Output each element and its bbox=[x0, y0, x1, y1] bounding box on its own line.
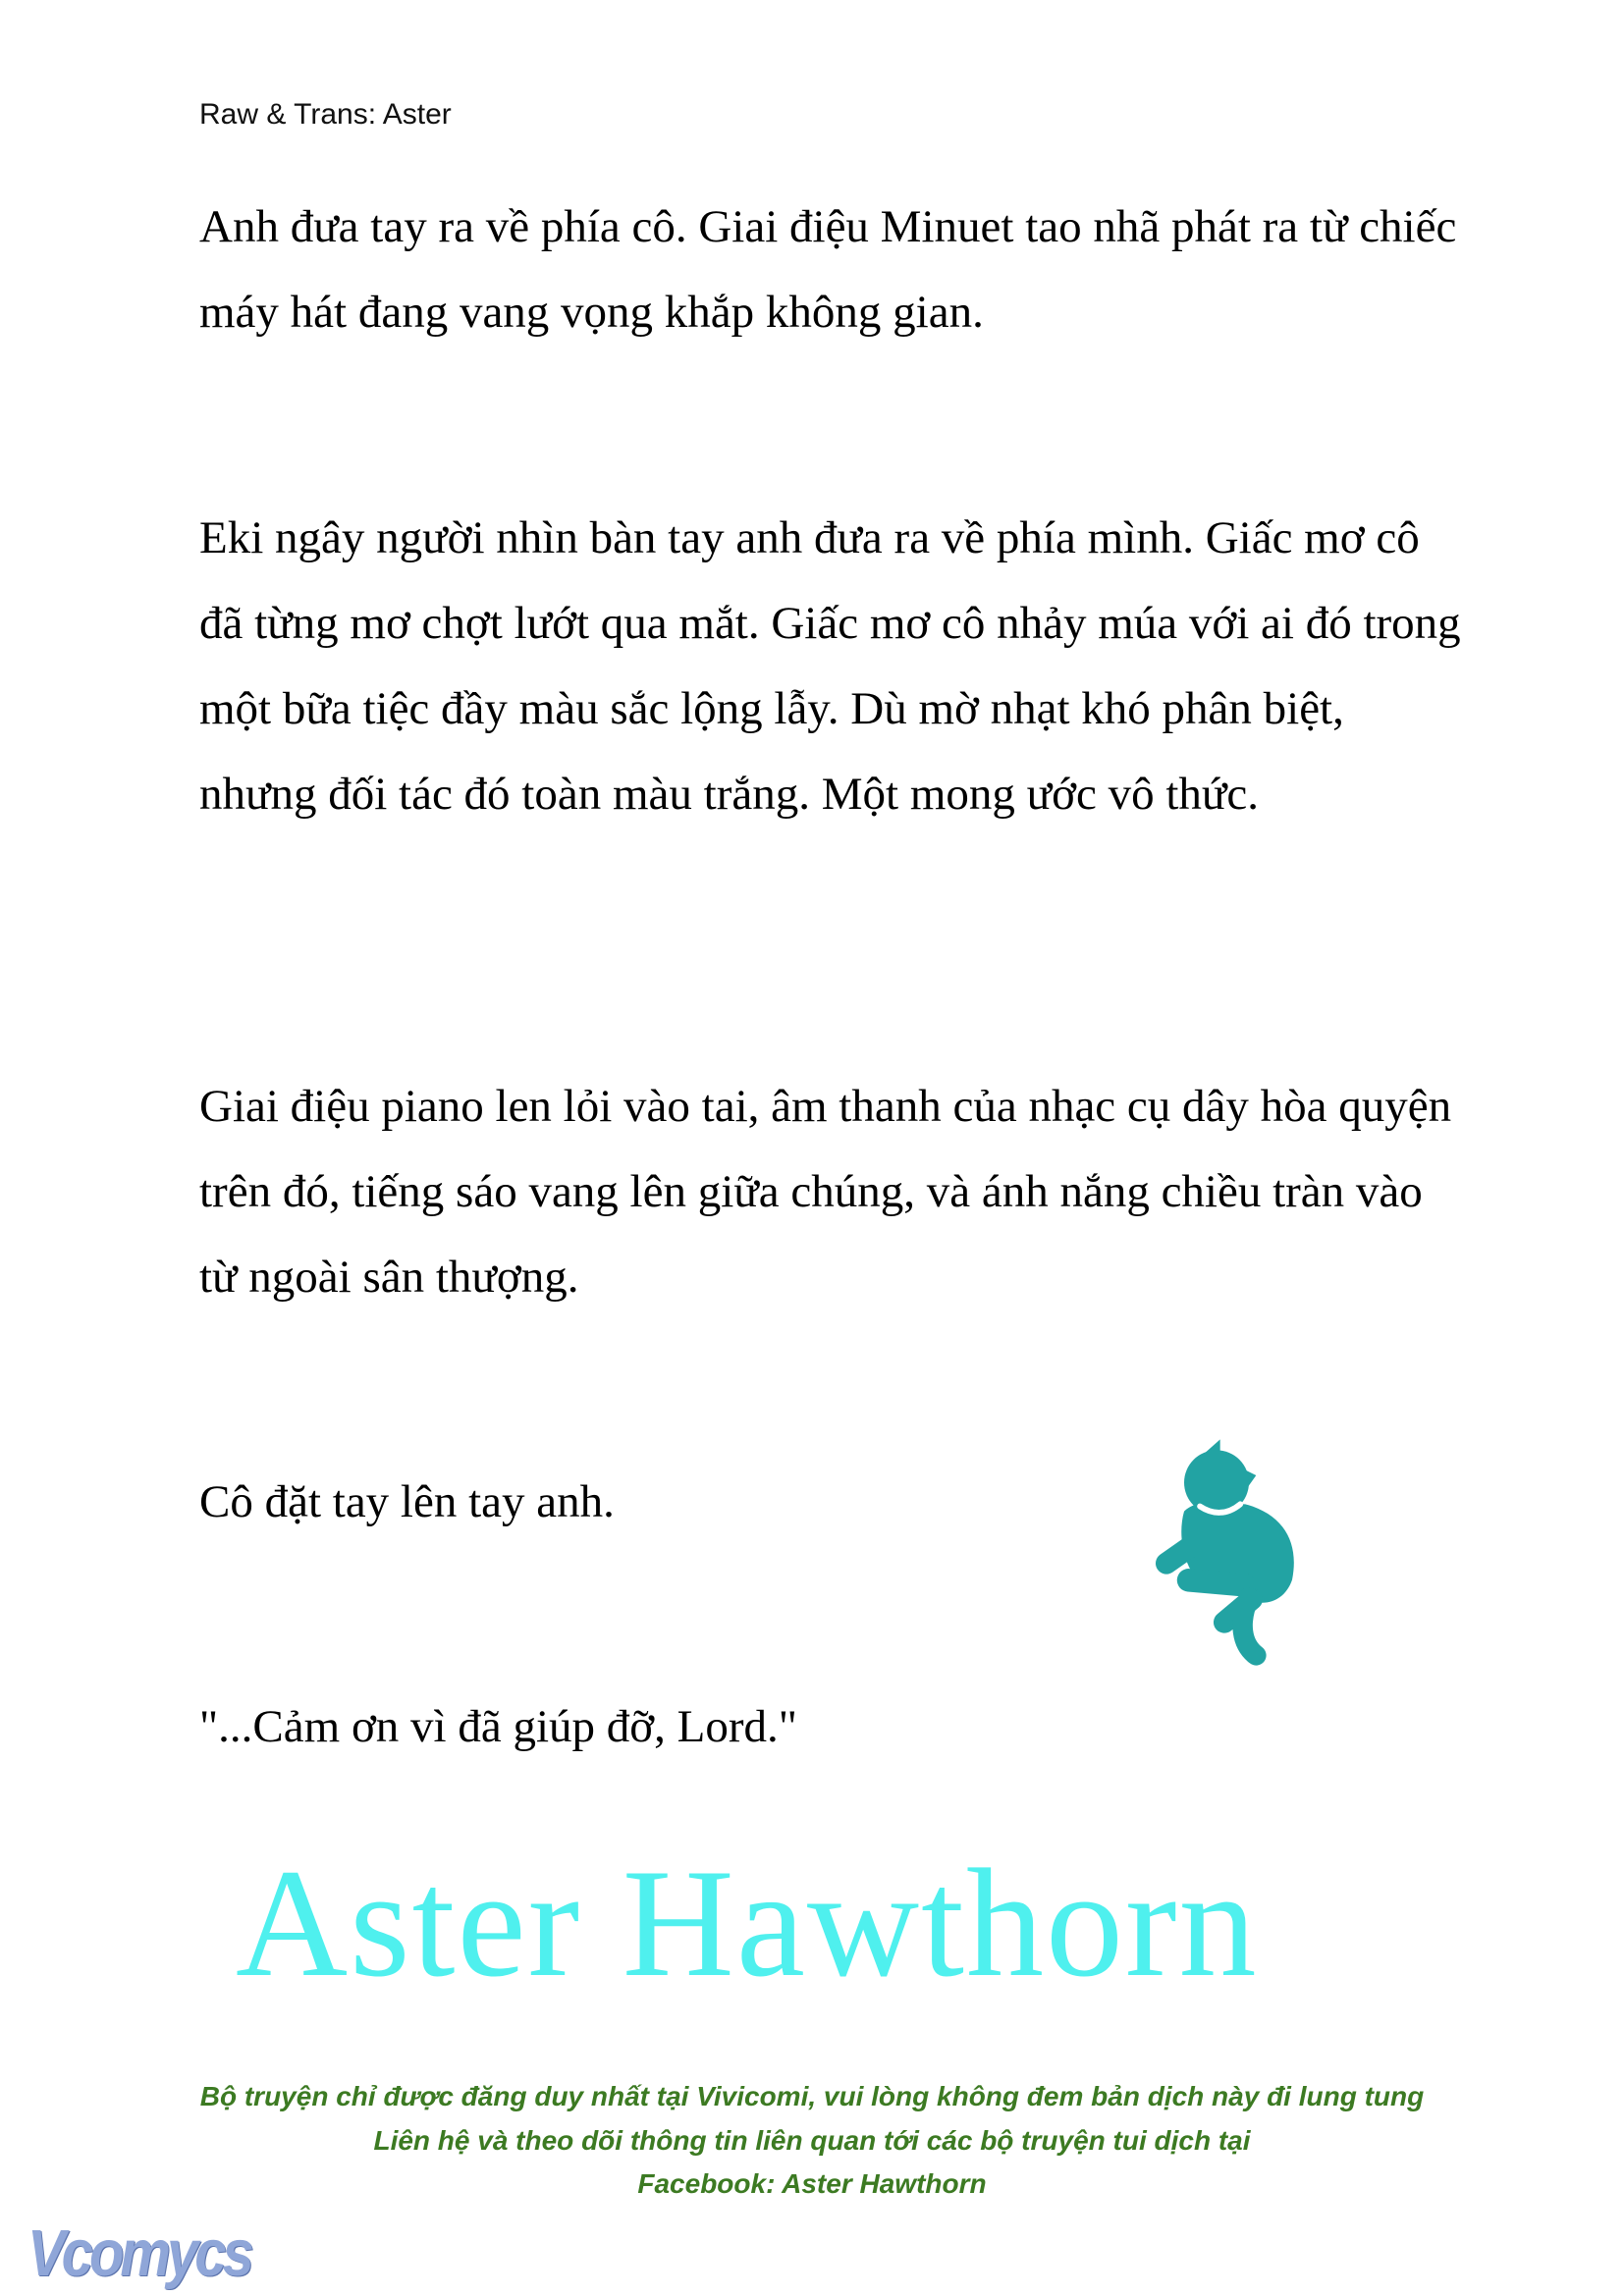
watermark-text: Aster Hawthorn bbox=[236, 1838, 1259, 2009]
paragraph-2: Eki ngây người nhìn bàn tay anh đưa ra về phía mình. Giấc mơ cô đã từng mơ chợt lướt qua mắt. Giấc mơ cô nhảy múa với ai đó trong một bữa tiệc đầy màu sắc lộng lẫy. Dù mờ nhạt khó phân biệt, nhưng đối tác đó toàn màu trắng. Một mong ước vô thức. bbox=[199, 512, 1461, 820]
paragraph-1: Anh đưa tay ra về phía cô. Giai điệu Minuet tao nhã phát ra từ chiếc máy hát đang vang vọng khắp không gian. bbox=[199, 201, 1457, 338]
header-credit: Raw & Trans: Aster bbox=[199, 98, 452, 131]
vcomycs-logo: Vcomycs bbox=[27, 2216, 250, 2290]
paragraph-5: "...Cảm ơn vì đã giúp đỡ, Lord." bbox=[199, 1701, 797, 1752]
paragraph-3: Giai điệu piano len lỏi vào tai, âm thanh của nhạc cụ dây hòa quyện trên đó, tiếng sáo vang lên giữa chúng, và ánh nắng chiều tràn vào từ ngoài sân thượng. bbox=[199, 1081, 1452, 1303]
footer-line-1: Bộ truyện chỉ được đăng duy nhất tại Vivicomi, vui lòng không đem bản dịch này đi lung tung bbox=[199, 2081, 1425, 2111]
footer-line-2: Liên hệ và theo dõi thông tin liên quan tới các bộ truyện tui dịch tại bbox=[373, 2125, 1251, 2156]
cat-icon bbox=[1119, 1384, 1335, 1718]
footer-line-3: Facebook: Aster Hawthorn bbox=[637, 2168, 987, 2199]
paragraph-4: Cô đặt tay lên tay anh. bbox=[199, 1476, 615, 1527]
